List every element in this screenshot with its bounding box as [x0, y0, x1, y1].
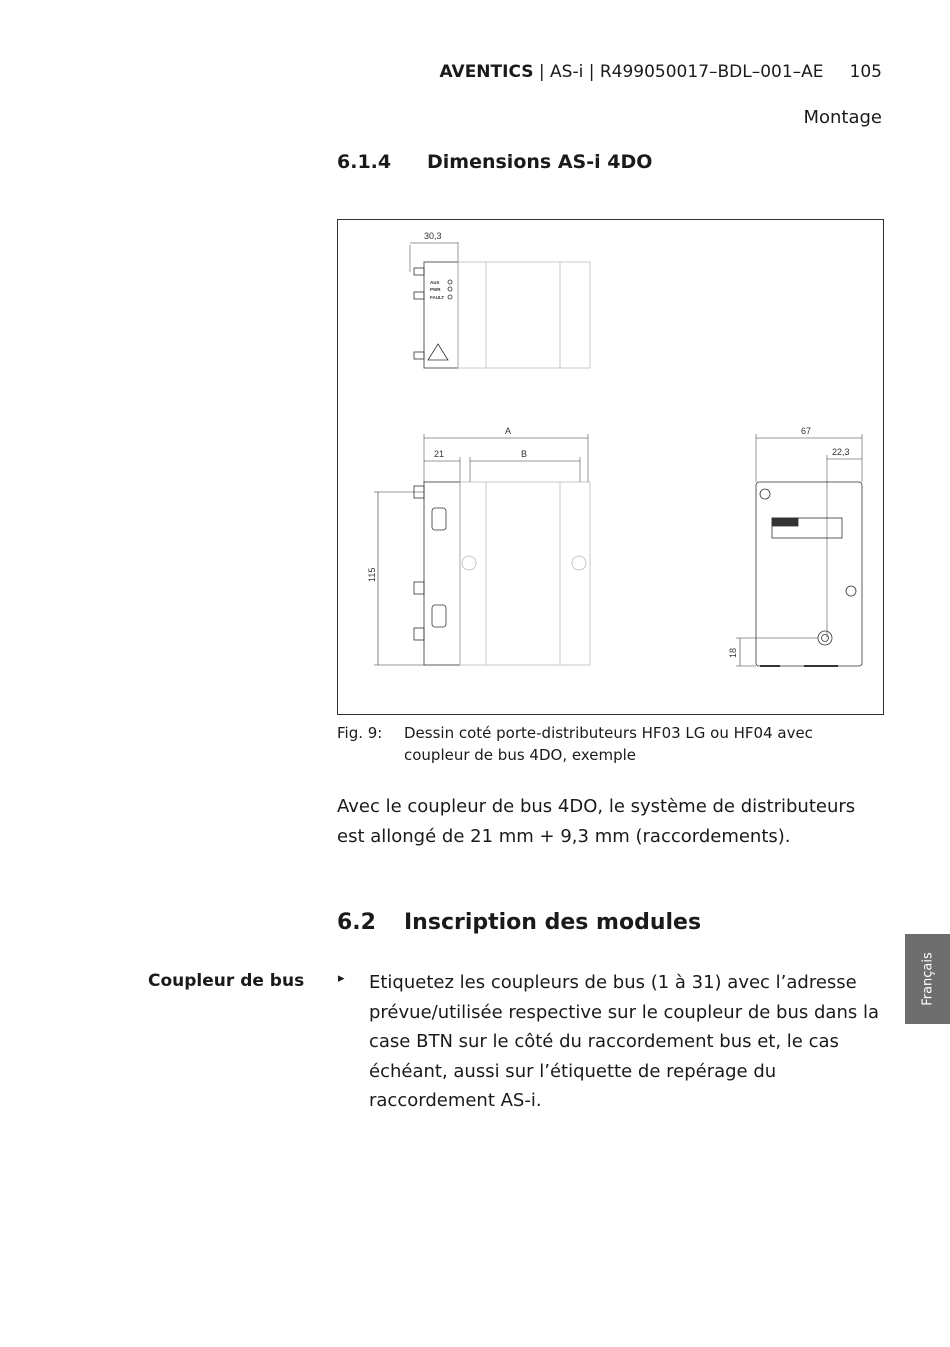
- section-header: Montage: [803, 107, 882, 128]
- document-reference: | AS-i | R499050017–BDL–001–AE: [533, 62, 824, 82]
- subsection-heading: [337, 151, 652, 173]
- subsection-title: Dimensions AS-i 4DO: [427, 151, 653, 173]
- caption-text: Dessin coté porte-distributeurs HF03 LG ou HF04 avec coupleur de bus 4DO, exemple: [404, 724, 813, 764]
- section-heading: [337, 910, 701, 935]
- dim-b: B: [521, 449, 528, 459]
- front-view-valves: [460, 482, 590, 665]
- dim-depth: 67: [801, 426, 812, 436]
- section-title: Inscription des modules: [404, 910, 702, 935]
- top-view-valves: [458, 262, 590, 368]
- subsection-number: 6.1.4: [337, 151, 392, 173]
- side-view-housing: [756, 482, 862, 666]
- figure-caption: [337, 722, 857, 766]
- caption-label: Fig. 9:: [337, 724, 383, 742]
- body-paragraph: Avec le coupleur de bus 4DO, le système de distributeurs est allongé de 21 mm + 9,3 mm (raccordements).: [337, 796, 856, 847]
- brand-name: AVENTICS: [439, 62, 534, 82]
- dim-height: 115: [367, 567, 377, 582]
- led-label-pwr: PWR: [430, 287, 441, 292]
- dim-coupler-width: 21: [434, 449, 445, 459]
- dimension-drawing: [337, 219, 884, 715]
- led-label-fault: FAULT: [430, 295, 445, 300]
- running-header: [440, 62, 882, 82]
- bullet-marker: ▸: [338, 971, 345, 986]
- dim-a: A: [505, 426, 512, 436]
- dim-offset: 22,3: [832, 447, 850, 457]
- section-number: 6.2: [337, 910, 376, 935]
- side-label-bus-coupler: Coupleur de bus: [148, 971, 305, 991]
- instruction-text: Etiquetez les coupleurs de bus (1 à 31) avec l’adresse prévue/utilisée respective sur le coupleur de bus dans la case BTN sur le côté du raccordement bus et, le cas échéant, aussi sur l’étiquette de repérage du raccordement AS-i.: [369, 972, 879, 1111]
- top-view-coupler: [424, 262, 458, 368]
- page-number: 105: [849, 62, 882, 82]
- led-label-aux: AUX: [430, 280, 440, 285]
- front-view-coupler: [424, 482, 460, 665]
- language-tab-label: Français: [920, 952, 935, 1006]
- dim-bottom: 18: [728, 647, 738, 658]
- dim-top-width: 30,3: [424, 231, 442, 241]
- drawing-svg: [338, 220, 885, 716]
- language-tab: [905, 934, 950, 1024]
